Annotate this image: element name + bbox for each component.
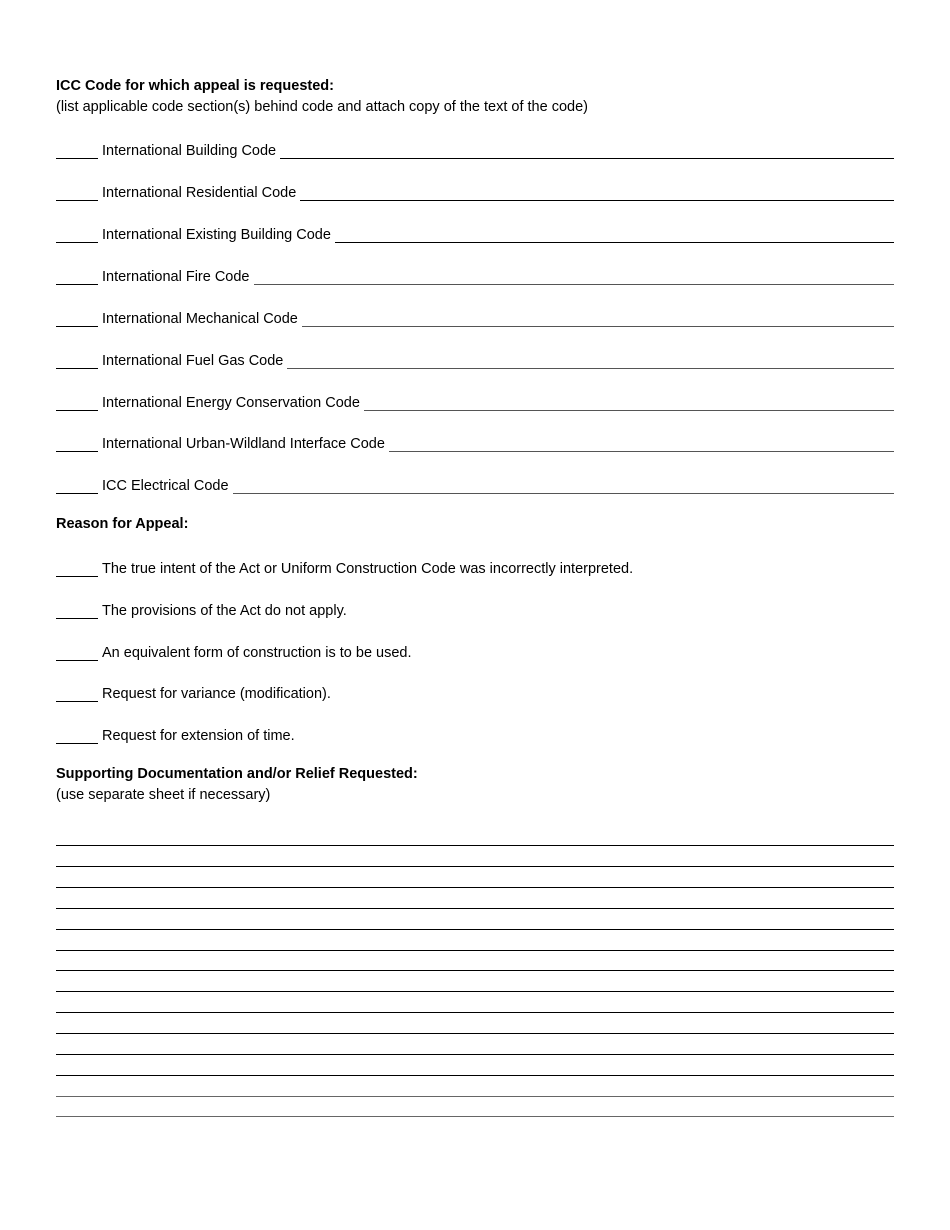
code-section-field[interactable]: [287, 353, 894, 369]
supporting-doc-line[interactable]: [56, 908, 894, 909]
code-check-blank[interactable]: [56, 395, 98, 411]
code-label: International Mechanical Code: [102, 311, 298, 327]
code-row-urban-wildland: [56, 432, 894, 452]
reason-label: Request for extension of time.: [102, 728, 295, 744]
supporting-doc-line[interactable]: [56, 929, 894, 930]
supporting-doc-line[interactable]: [56, 1012, 894, 1013]
code-check-blank[interactable]: [56, 269, 98, 285]
reason-heading: Reason for Appeal:: [56, 516, 189, 532]
code-row-energy: [56, 391, 894, 411]
code-check-blank[interactable]: [56, 353, 98, 369]
supporting-doc-line[interactable]: [56, 1075, 894, 1076]
code-check-blank[interactable]: [56, 478, 98, 494]
code-section-field[interactable]: [300, 185, 894, 201]
reason-check-blank[interactable]: [56, 686, 98, 702]
reason-row: [56, 599, 894, 619]
code-row-electrical: [56, 474, 894, 494]
reason-check-blank[interactable]: [56, 645, 98, 661]
code-row-mechanical: [56, 307, 894, 327]
reason-check-blank[interactable]: [56, 603, 98, 619]
code-check-blank[interactable]: [56, 227, 98, 243]
supporting-doc-line[interactable]: [56, 887, 894, 888]
code-section-field[interactable]: [364, 395, 894, 411]
code-label: International Energy Conservation Code: [102, 395, 360, 411]
supporting-doc-line[interactable]: [56, 1096, 894, 1097]
code-label: International Fire Code: [102, 269, 250, 285]
reason-label: The provisions of the Act do not apply.: [102, 603, 347, 619]
reason-label: The true intent of the Act or Uniform Construction Code was incorrectly interpreted.: [102, 561, 634, 577]
code-section-field[interactable]: [254, 269, 895, 285]
reason-row: [56, 641, 894, 661]
code-section-field[interactable]: [233, 478, 894, 494]
reason-row: [56, 724, 894, 744]
code-label: International Existing Building Code: [102, 227, 331, 243]
supporting-doc-line[interactable]: [56, 1116, 894, 1117]
code-check-blank[interactable]: [56, 436, 98, 452]
supporting-doc-line[interactable]: [56, 1054, 894, 1055]
code-check-blank[interactable]: [56, 143, 98, 159]
supporting-doc-line[interactable]: [56, 991, 894, 992]
reason-check-blank[interactable]: [56, 561, 98, 577]
code-label: International Residential Code: [102, 185, 297, 201]
code-row-fuel-gas: [56, 349, 894, 369]
supporting-doc-line[interactable]: [56, 970, 894, 971]
code-section-field[interactable]: [302, 311, 894, 327]
reason-label: Request for variance (modification).: [102, 686, 331, 702]
reason-row: [56, 682, 894, 702]
code-row-residential: [56, 181, 894, 201]
code-check-blank[interactable]: [56, 185, 98, 201]
code-row-existing-building: [56, 223, 894, 243]
reason-label: An equivalent form of construction is to be used.: [102, 645, 412, 661]
code-section-field[interactable]: [280, 143, 894, 159]
code-label: ICC Electrical Code: [102, 478, 229, 494]
supporting-doc-line[interactable]: [56, 1033, 894, 1034]
supporting-doc-line[interactable]: [56, 950, 894, 951]
code-row-fire: [56, 265, 894, 285]
supporting-doc-line[interactable]: [56, 866, 894, 867]
code-label: International Fuel Gas Code: [102, 353, 284, 369]
icc-code-instructions: (list applicable code section(s) behind code and attach copy of the text of the code): [56, 99, 588, 115]
supporting-doc-instructions: (use separate sheet if necessary): [56, 787, 271, 803]
code-label: International Building Code: [102, 143, 277, 159]
supporting-doc-heading: Supporting Documentation and/or Relief Requested:: [56, 766, 418, 782]
code-section-field[interactable]: [335, 227, 894, 243]
icc-code-heading: ICC Code for which appeal is requested:: [56, 78, 334, 94]
appeal-form-page: [56, 0, 894, 1230]
reason-check-blank[interactable]: [56, 728, 98, 744]
code-check-blank[interactable]: [56, 311, 98, 327]
code-section-field[interactable]: [389, 436, 894, 452]
code-row-building: [56, 139, 894, 159]
reason-row: [56, 557, 894, 577]
supporting-doc-line[interactable]: [56, 845, 894, 846]
code-label: International Urban-Wildland Interface Code: [102, 436, 385, 452]
